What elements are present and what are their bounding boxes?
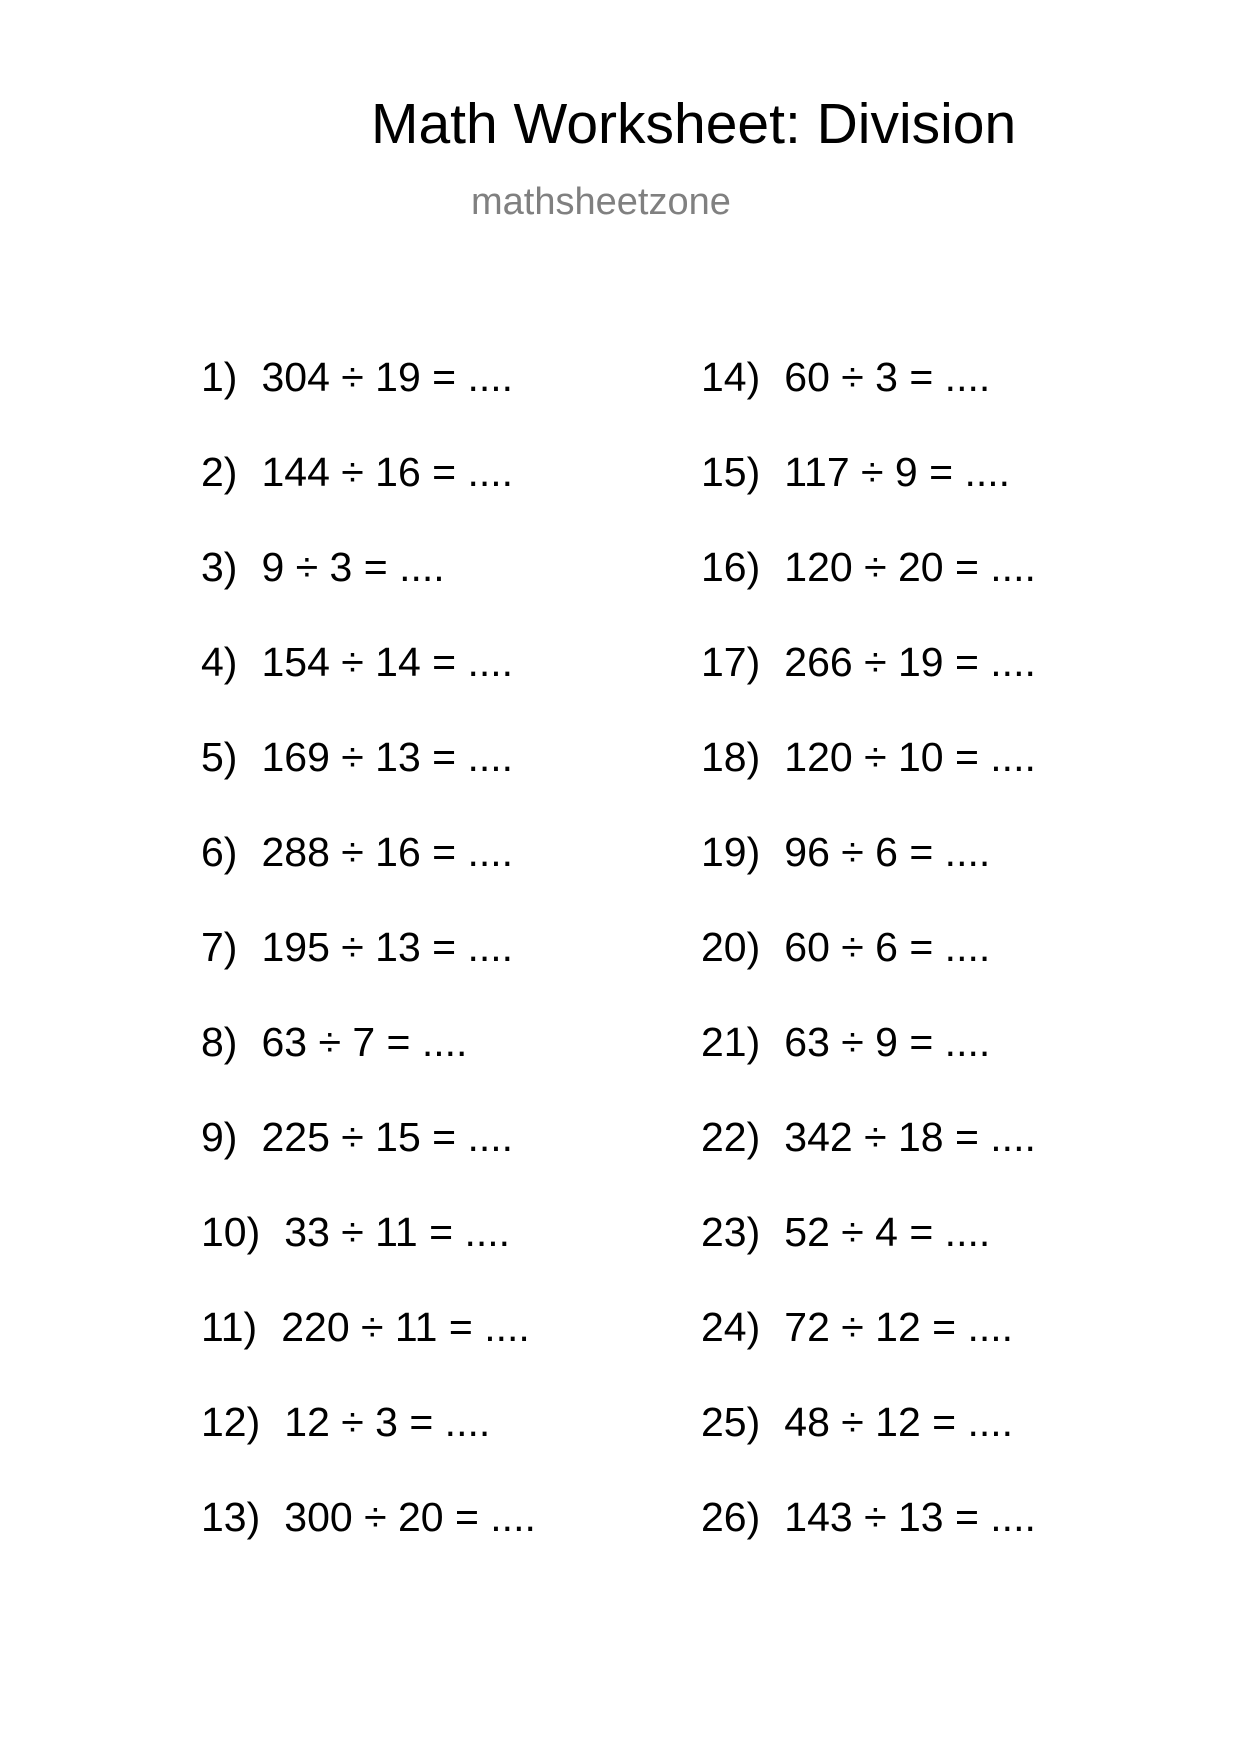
problem-expression: 304 ÷ 19 = ....: [261, 354, 514, 400]
problem-expression: 60 ÷ 3 = ....: [784, 354, 991, 400]
problem-expression: 48 ÷ 12 = ....: [784, 1399, 1014, 1445]
problem-item: [201, 731, 536, 826]
problem-number: 5): [201, 734, 238, 780]
problem-expression: 288 ÷ 16 = ....: [261, 829, 514, 875]
problem-item: [201, 446, 536, 541]
problem-item: [201, 636, 536, 731]
problem-item: [701, 446, 1036, 541]
problem-column-left: [201, 351, 536, 1586]
problem-item: [201, 1301, 536, 1396]
problem-number: 19): [701, 829, 761, 875]
problem-number: 13): [201, 1494, 261, 1540]
problem-item: [201, 1206, 536, 1301]
problem-expression: 169 ÷ 13 = ....: [261, 734, 514, 780]
problem-expression: 195 ÷ 13 = ....: [261, 924, 514, 970]
problem-number: 1): [201, 354, 238, 400]
problem-item: [201, 1491, 536, 1586]
problem-number: 17): [701, 639, 761, 685]
problem-number: 15): [701, 449, 761, 495]
site-name: mathsheetzone: [471, 181, 731, 223]
page-title: Math Worksheet: Division: [371, 92, 1017, 156]
problem-expression: 72 ÷ 12 = ....: [784, 1304, 1014, 1350]
problem-number: 16): [701, 544, 761, 590]
problem-number: 2): [201, 449, 238, 495]
problem-item: [701, 1111, 1036, 1206]
problem-expression: 60 ÷ 6 = ....: [784, 924, 991, 970]
problem-item: [701, 1396, 1036, 1491]
problem-item: [201, 1396, 536, 1491]
problem-item: [701, 1206, 1036, 1301]
problem-number: 11): [201, 1304, 258, 1350]
problem-item: [701, 541, 1036, 636]
problem-item: [201, 1016, 536, 1111]
problem-expression: 120 ÷ 20 = ....: [784, 544, 1036, 590]
problem-number: 12): [201, 1399, 261, 1445]
problem-item: [201, 541, 536, 636]
problem-number: 14): [701, 354, 761, 400]
problem-number: 26): [701, 1494, 761, 1540]
problem-item: [201, 351, 536, 446]
problem-number: 23): [701, 1209, 761, 1255]
problem-expression: 154 ÷ 14 = ....: [261, 639, 514, 685]
problem-expression: 220 ÷ 11 = ....: [281, 1304, 530, 1350]
problem-expression: 342 ÷ 18 = ....: [784, 1114, 1036, 1160]
problem-expression: 63 ÷ 7 = ....: [261, 1019, 468, 1065]
problem-number: 3): [201, 544, 238, 590]
problem-expression: 225 ÷ 15 = ....: [261, 1114, 514, 1160]
problem-item: [701, 636, 1036, 731]
problem-expression: 52 ÷ 4 = ....: [784, 1209, 991, 1255]
problem-number: 9): [201, 1114, 238, 1160]
problem-item: [201, 921, 536, 1016]
problem-item: [701, 1016, 1036, 1111]
problem-expression: 9 ÷ 3 = ....: [261, 544, 445, 590]
problem-number: 10): [201, 1209, 261, 1255]
problem-item: [701, 731, 1036, 826]
problem-number: 7): [201, 924, 238, 970]
problem-item: [201, 1111, 536, 1206]
problem-expression: 63 ÷ 9 = ....: [784, 1019, 991, 1065]
problem-number: 21): [701, 1019, 761, 1065]
problem-expression: 12 ÷ 3 = ....: [284, 1399, 491, 1445]
problem-expression: 143 ÷ 13 = ....: [784, 1494, 1036, 1540]
problem-item: [701, 826, 1036, 921]
problem-expression: 300 ÷ 20 = ....: [284, 1494, 536, 1540]
problem-number: 24): [701, 1304, 761, 1350]
problem-expression: 266 ÷ 19 = ....: [784, 639, 1036, 685]
problem-number: 22): [701, 1114, 761, 1160]
problem-expression: 144 ÷ 16 = ....: [261, 449, 514, 495]
problem-number: 18): [701, 734, 761, 780]
problem-column-right: [701, 351, 1036, 1586]
problem-expression: 33 ÷ 11 = ....: [284, 1209, 511, 1255]
problem-number: 6): [201, 829, 238, 875]
problem-item: [701, 351, 1036, 446]
problem-number: 4): [201, 639, 238, 685]
problem-number: 8): [201, 1019, 238, 1065]
problem-expression: 96 ÷ 6 = ....: [784, 829, 991, 875]
problem-number: 20): [701, 924, 761, 970]
problem-expression: 117 ÷ 9 = ....: [784, 449, 1011, 495]
problem-expression: 120 ÷ 10 = ....: [784, 734, 1036, 780]
problem-item: [701, 1301, 1036, 1396]
problem-item: [201, 826, 536, 921]
problem-item: [701, 921, 1036, 1016]
problem-number: 25): [701, 1399, 761, 1445]
problem-item: [701, 1491, 1036, 1586]
